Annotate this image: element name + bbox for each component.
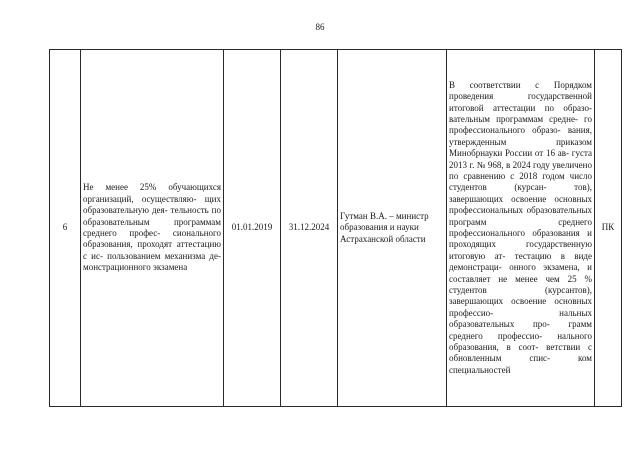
page-number: 86: [315, 22, 325, 32]
start-date-cell: 01.01.2019: [224, 50, 281, 407]
row-number-cell: 6: [50, 50, 81, 407]
result-cell: В соответствии с Порядком проведения государственной итоговой аттестации по образо- вательным программам средне- го профессионального образо- вания, утвержденным приказом Минобрнауки России от 16 ав- густа 2013 г. № 968, в 2024 году увеличено по сравнению с 2018 годом число студентов (курсан- тов), завершающих освоение основных профессиональных образовательных программ среднего профессионального образования и проходящих государственную итоговую ат- тестацию в виде демонстраци- онного экзамена, и составляет не менее чем 25 % студентов (курсантов), завершающих освоение основных профессио- нальных образовательных про- грамм среднего профессио- нального образования, в соот- ветствии с обновленным спис- ком специальностей: [447, 50, 595, 407]
responsible-cell: Гутман В.А. – министр образования и науки Астраханской области: [338, 50, 447, 407]
document-table: [49, 49, 622, 407]
indicator-cell: Не менее 25% обучающихся организаций, осуществляю- щих образовательную дея- тельность по образовательным программам среднего профес- сионального образования, проходят аттестацию с ис- пользованием механизма де- монстрационного экзамена: [81, 50, 224, 407]
type-cell: ПК: [595, 50, 622, 407]
table-row: [50, 50, 622, 407]
end-date-cell: 31.12.2024: [281, 50, 338, 407]
